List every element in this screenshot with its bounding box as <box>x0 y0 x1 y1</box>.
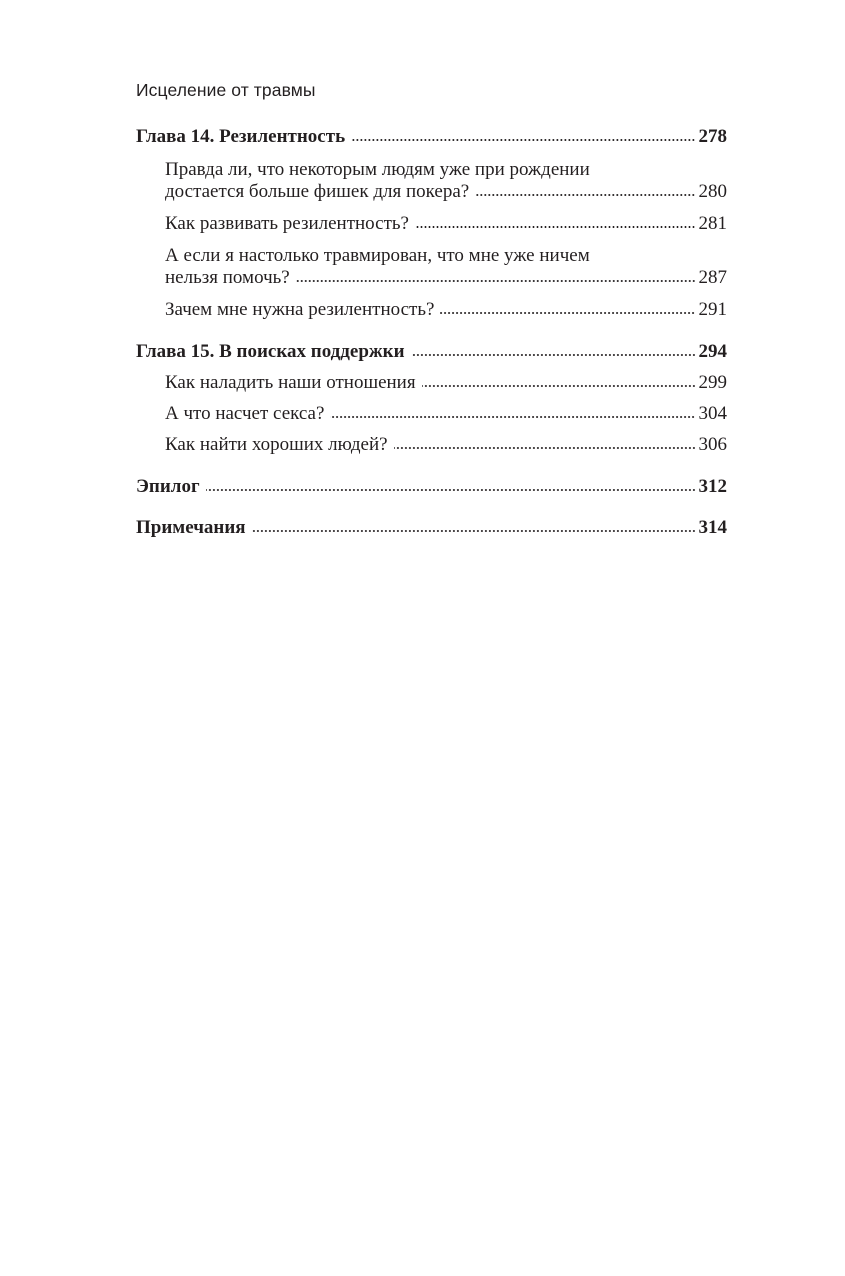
toc-item-14-3-line1: А если я настолько травмирован, что мне уже ничем <box>165 245 590 266</box>
toc-epilogue[interactable] <box>136 476 727 498</box>
toc-notes[interactable] <box>136 517 727 539</box>
dot-leader <box>415 225 696 229</box>
toc-chapter-14-title: Глава 14. Резилентность <box>136 126 346 147</box>
toc-item-14-2-title: Как развивать резилентность? <box>165 213 409 234</box>
toc-item-14-4[interactable] <box>136 299 727 321</box>
toc-item-15-2-page: 304 <box>698 403 727 424</box>
toc-chapter-14-page: 278 <box>698 126 727 147</box>
toc-item-15-3-title: Как найти хороших людей? <box>165 434 388 455</box>
toc-item-14-4-title: Зачем мне нужна резилентность? <box>165 299 435 320</box>
toc-chapter-15-page: 294 <box>698 341 727 362</box>
toc-notes-page: 314 <box>698 517 727 538</box>
dot-leader <box>475 193 695 197</box>
dot-leader <box>394 446 696 450</box>
toc-item-14-4-page: 291 <box>698 299 727 320</box>
dot-leader <box>252 529 696 533</box>
toc-item-15-1-title: Как наладить наши отношения <box>165 372 416 393</box>
toc-item-15-1-page: 299 <box>698 372 727 393</box>
toc-notes-title: Примечания <box>136 517 246 538</box>
dot-leader <box>440 311 695 315</box>
dot-leader <box>422 384 696 388</box>
dot-leader <box>296 279 696 283</box>
toc-item-15-3-page: 306 <box>698 434 727 455</box>
dot-leader <box>351 138 695 142</box>
running-head: Исцеление от травмы <box>136 80 316 100</box>
dot-leader <box>206 488 696 492</box>
toc-item-14-2-page: 281 <box>698 213 727 234</box>
toc-chapter-15[interactable] <box>136 341 727 363</box>
toc-item-14-3-page: 287 <box>698 267 727 288</box>
toc-item-14-1-line2: достается больше фишек для покера? <box>165 181 470 202</box>
toc-epilogue-page: 312 <box>698 476 727 497</box>
toc-item-15-3[interactable] <box>136 434 727 456</box>
toc-item-14-3[interactable] <box>136 245 727 289</box>
toc-item-14-1[interactable] <box>136 159 727 203</box>
toc-chapter-14[interactable] <box>136 126 727 148</box>
toc-item-14-2[interactable] <box>136 213 727 235</box>
toc-epilogue-title: Эпилог <box>136 476 200 497</box>
dot-leader <box>330 415 695 419</box>
toc-item-14-1-page: 280 <box>698 181 727 202</box>
toc-item-14-3-line2: нельзя помочь? <box>165 267 290 288</box>
dot-leader <box>411 353 696 357</box>
toc-item-15-1[interactable] <box>136 372 727 394</box>
toc-chapter-15-title: Глава 15. В поисках поддержки <box>136 341 405 362</box>
table-of-contents <box>136 126 727 539</box>
toc-item-15-2[interactable] <box>136 403 727 425</box>
toc-item-15-2-title: А что насчет секса? <box>165 403 325 424</box>
toc-item-14-1-line1: Правда ли, что некоторым людям уже при рождении <box>165 159 590 180</box>
